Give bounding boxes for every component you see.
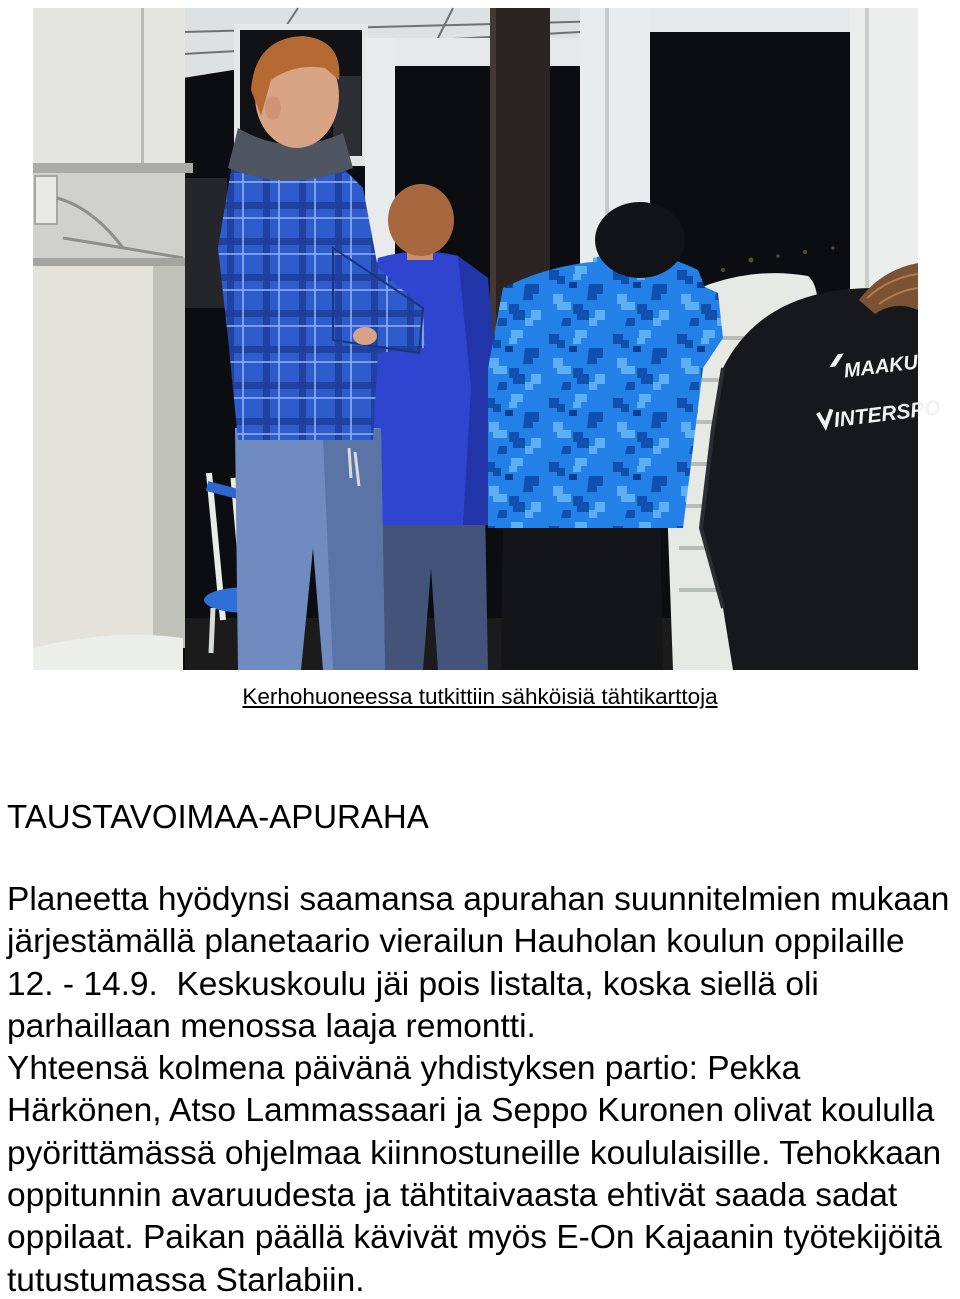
hoodie-lettering-top: MAAKU <box>842 351 920 383</box>
hoodie-lettering-bottom: INTERSPO <box>832 396 942 432</box>
section-heading: TAUSTAVOIMAA-APURAHA <box>7 798 429 835</box>
person-left-ear <box>265 96 281 120</box>
article-line: tutustumassa Starlabiin. <box>7 1261 365 1299</box>
article-line: oppilaat. Paikan päällä kävivät myös E-On Kajaanin työtekijöitä <box>7 1219 942 1257</box>
cabinet-divider <box>141 8 144 170</box>
article-line: parhaillaan menossa laaja remontti. <box>7 1007 536 1045</box>
cabinet-shelf <box>33 163 193 173</box>
person-camo-pants <box>501 508 663 670</box>
article-line: Yhteensä kolmena päivänä yhdistyksen partio: Pekka <box>7 1050 801 1088</box>
person-left-hand <box>353 327 377 345</box>
cabinet-lower-shade <box>153 263 185 648</box>
person-camo-hat <box>595 202 685 278</box>
photo-caption <box>0 683 960 711</box>
article-line: oppitunnin avaruudesta ja tähtitaivaasta ehtivät saada sadat <box>7 1177 898 1215</box>
article-body <box>7 879 957 1297</box>
window-top-frame-a <box>365 38 590 66</box>
person-left-jeans-shade <box>323 428 385 670</box>
article-line: 12. - 14.9. Keskuskoulu jäi pois listalta, koska siellä oli <box>7 965 819 1003</box>
photo <box>33 8 942 670</box>
cabinet-lower-top <box>33 258 185 266</box>
wall-cabinet-upper <box>33 8 185 170</box>
article-line: Planeetta hyödynsi saamansa apurahan suunnitelmien mukaan <box>7 881 950 918</box>
photo-scene <box>33 8 942 670</box>
article-line: pyörittämässä ohjelmaa kiinnostuneille koululaisille. Tehokkaan <box>7 1134 942 1172</box>
article-line: järjestämällä planetaario vierailun Hauholan koulun oppilaille <box>7 923 905 961</box>
article-line: Härkönen, Atso Lammassaari ja Seppo Kuronen olivat koululla <box>7 1092 935 1130</box>
electrical-box <box>35 176 57 224</box>
photo-caption-link[interactable]: Kerhohuoneessa tutkittiin sähköisiä tähtikarttoja <box>242 684 718 709</box>
window-top-frame-b <box>650 8 850 32</box>
person-middle-head <box>388 184 454 256</box>
